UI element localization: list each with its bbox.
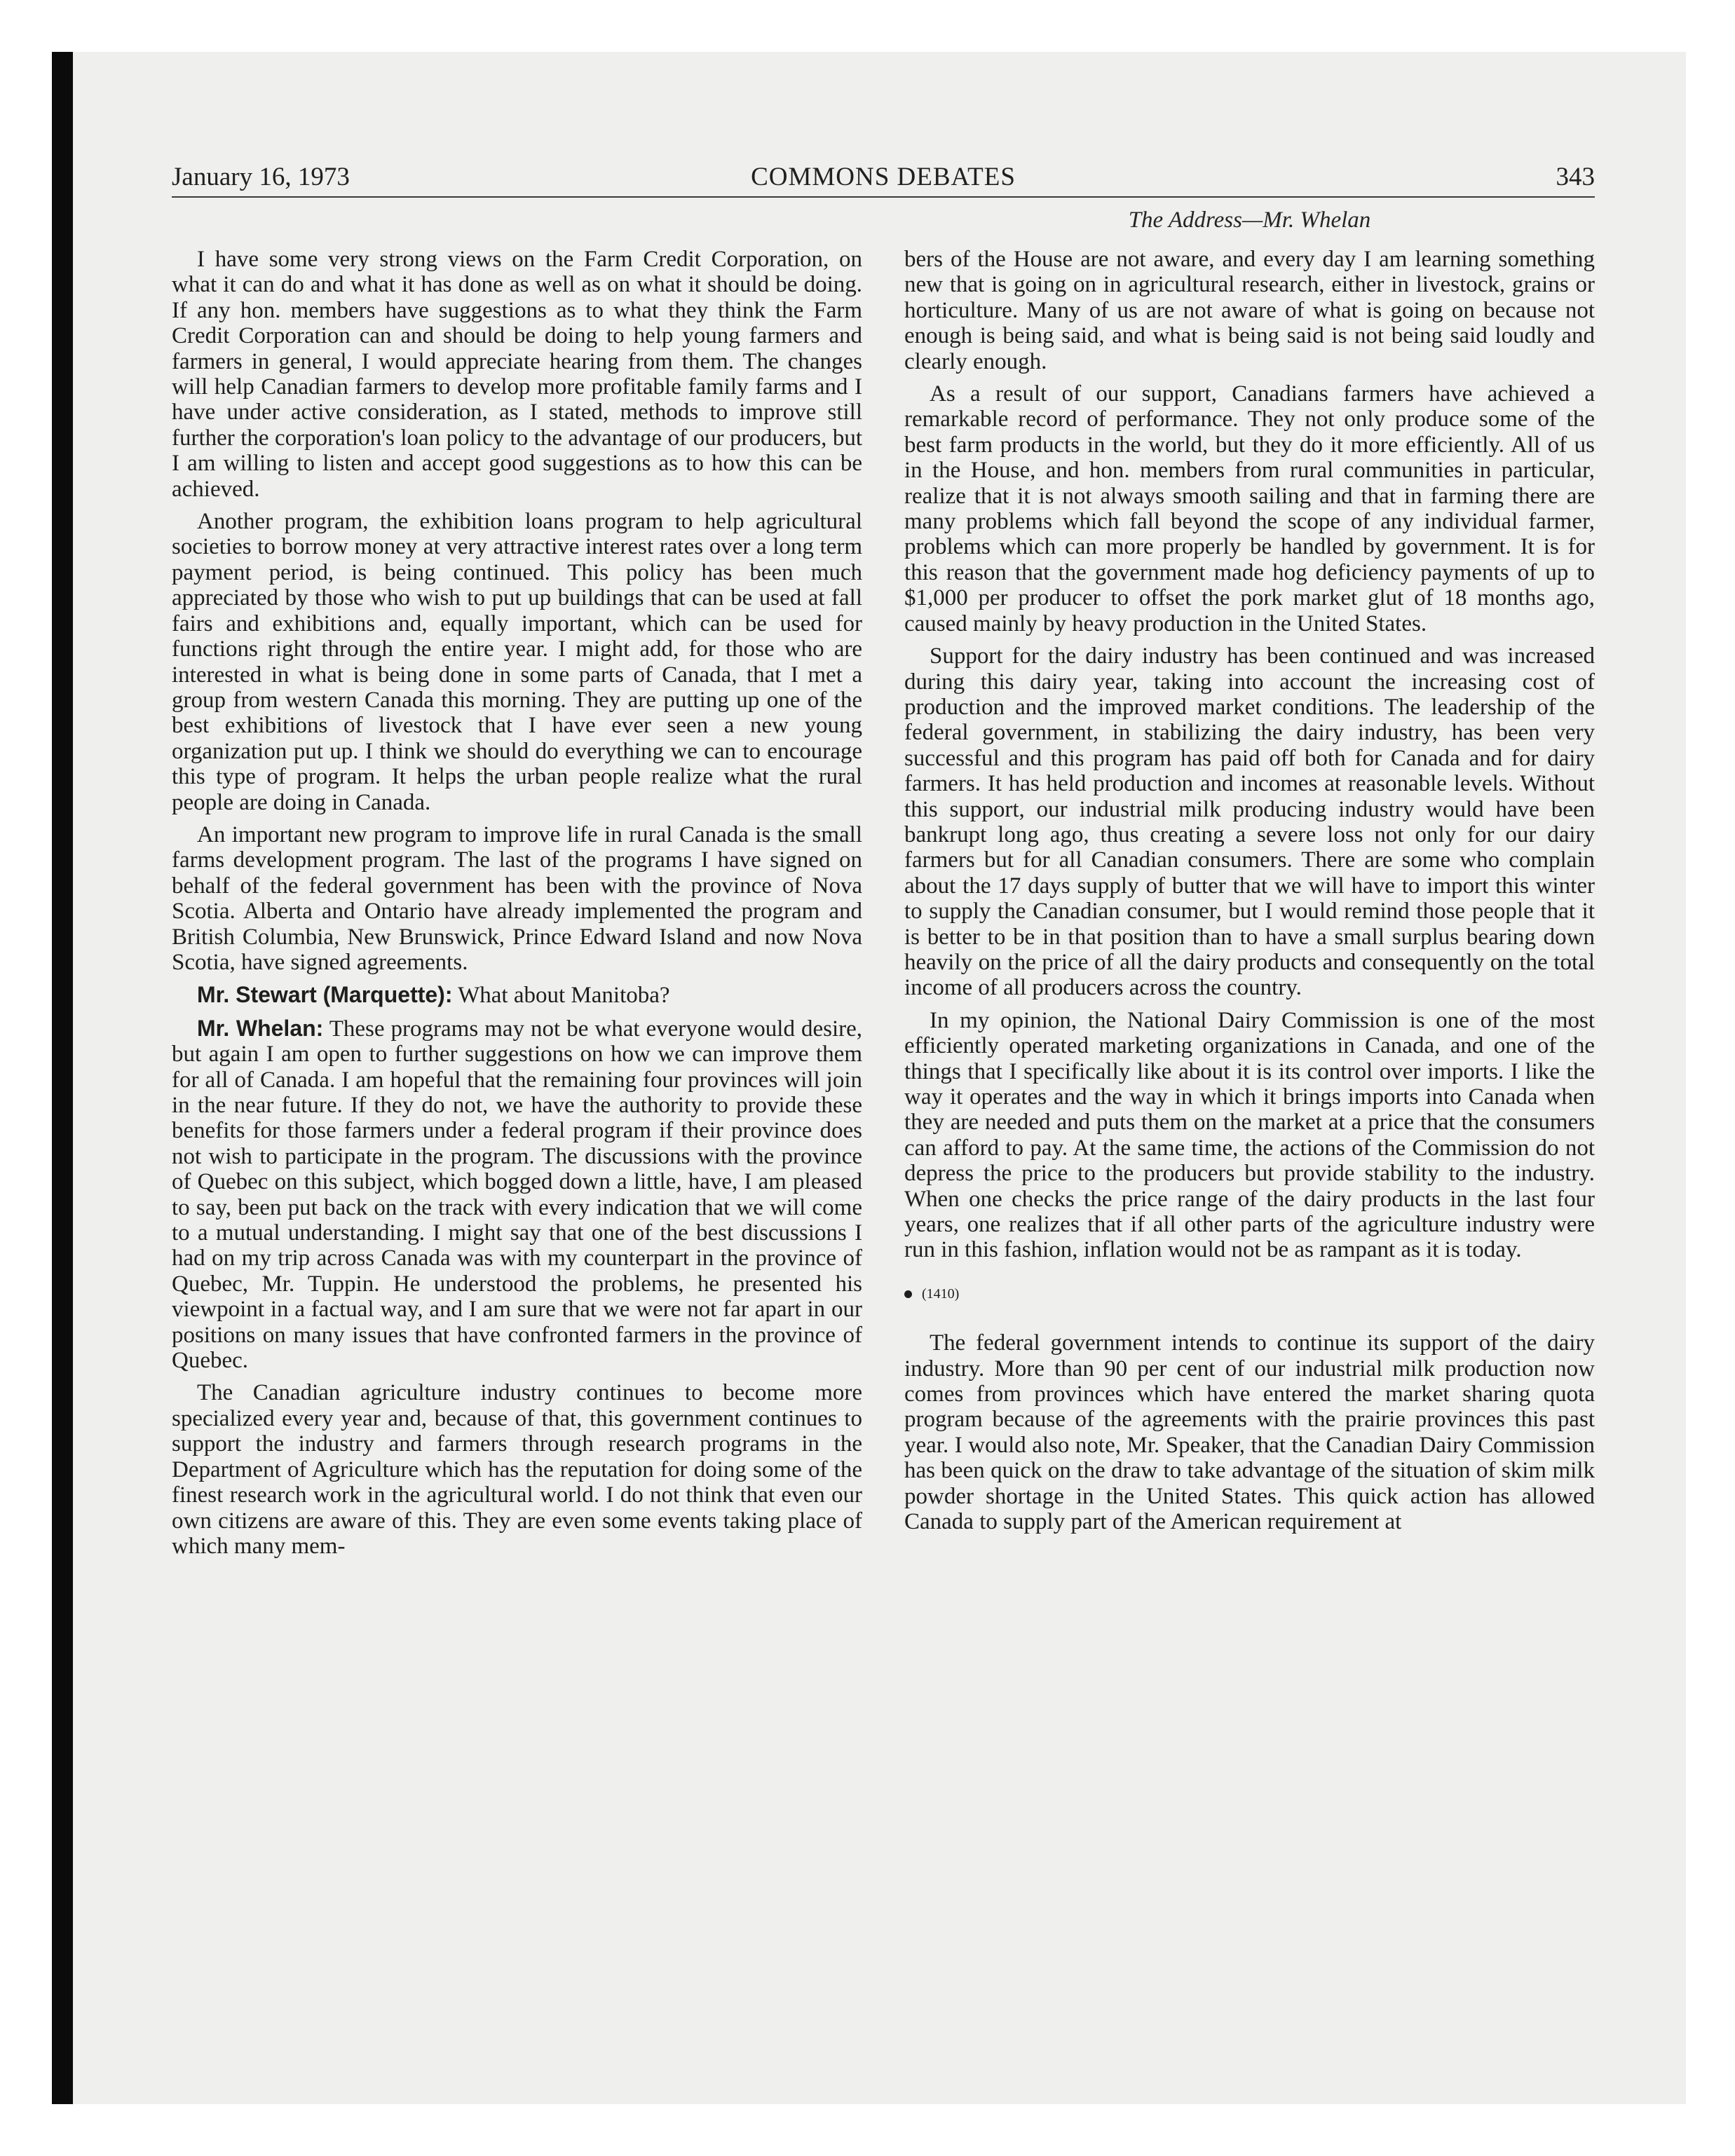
speech-text: These programs may not be what everyone would desire, but again I am open to further suggestions on how we can improve them for all of Canada. I am hopeful that the remaining four provinces will join in the near future. If they do not, we have the authority to provide these benefits for those farmers under a federal program if their province does not wish to participate in the program. The discussions with the province of Quebec on this subject, which bogged down a little, have, I am pleased to say, been put back on the track with every indication that we will come to a mutual understanding. I might say that one of the best discussions I had on my trip across Canada was with my counterpart in the province of Quebec, Mr. Tuppin. He understood the problems, he presented his viewpoint in a factual way, and I am sure that we were not far apart in our positions on many issues that have confronted farmers in the province of Quebec. (172, 1016, 863, 1374)
paragraph: I have some very strong views on the Farm Credit Corporation, on what it can do and what it has done as well as on what it should be doing. If any hon. members have suggestions as to what they think the Farm Credit Corporation can and should be doing to help young farmers and farmers in general, I would appreciate hearing from them. The changes will help Canadian farmers to develop more profitable family farms and I have under active consideration, as I stated, methods to improve still further the corporation's loan policy to the advantage of our producers, but I am willing to listen and accept good suggestions as to how this can be achieved. (172, 247, 862, 502)
header-page-number: 343 (1556, 163, 1595, 191)
right-column (904, 247, 1595, 1542)
interjection (172, 982, 862, 1008)
time-marker (904, 1281, 1595, 1306)
scan-edge (52, 52, 73, 2104)
header-date: January 16, 1973 (172, 163, 350, 191)
speaker-name: Mr. Stewart (Marquette): (197, 982, 453, 1008)
paragraph: The Canadian agriculture industry continues to become more specialized every year and, because of that, this government continues to support the industry and farmers through research programs in the Department of Agriculture which has the reputation for doing some of the finest research work in the agricultural world. I do not think that even our own citizens are aware of this. They are even some events taking place of which many mem- (172, 1380, 862, 1559)
running-head: The Address—Mr. Whelan (1128, 207, 1371, 233)
paragraph: An important new program to improve life in rural Canada is the small farms development program. The last of the programs I have signed on behalf of the federal government has been with the province of Nova Scotia. Alberta and Ontario have already implemented the program and British Columbia, New Brunswick, Prince Edward Island and now Nova Scotia, have signed agreements. (172, 821, 862, 975)
paragraph: Support for the dairy industry has been continued and was increased during this dairy year, taking into account the increasing cost of production and the improved market conditions. The leadership of the federal government, in stabilizing the dairy industry, has been very successful and this program has paid off both for Canada and for dairy farmers. It has held production and incomes at reasonable levels. Without this support, our industrial milk producing industry would have been bankrupt long ago, thus creating a severe loss not only for our dairy farmers but for all Canadian consumers. There are some who complain about the 17 days supply of butter that we will have to import this winter to supply the Canadian consumer, but I would remind those people that it is better to be in that position than to have a small surplus bearing down heavily on the price of all the dairy products and consequently on the total income of all producers across the country. (904, 643, 1595, 1001)
interjection-text: What about Manitoba? (458, 983, 670, 1009)
page-header (172, 157, 1595, 198)
left-column (172, 247, 862, 1566)
paragraph: As a result of our support, Canadians farmers have achieved a remarkable record of performance. They not only produce some of the best farm products in the world, but they do it more efficiently. All of us in the House, and hon. members from rural communities in particular, realize that it is not always smooth sailing and that in farming there are many problems which fall beyond the scope of any individual farmer, problems which can more properly be handled by government. It is for this reason that the government made hog deficiency payments of up to $1,000 per producer to offset the pork market glut of 18 months ago, caused mainly by heavy production in the United States. (904, 381, 1595, 636)
paragraph: In my opinion, the National Dairy Commission is one of the most efficiently operated marketing organizations in Canada, and one of the things that I specifically like about it is its control over imports. I like the way it operates and the way in which it brings imports into Canada when they are needed and puts them on the market at a price that the consumers can afford to pay. At the same time, the actions of the Commission do not depress the price to the producers but provide stability to the industry. When one checks the price range of the dairy products in the last four years, one realizes that if all other parts of the agriculture industry were run in this fashion, inflation would not be as rampant as it is today. (904, 1007, 1595, 1263)
speaker-name: Mr. Whelan: (197, 1015, 324, 1041)
speech-paragraph (172, 1016, 862, 1374)
bullet-icon (904, 1290, 912, 1298)
header-publication: COMMONS DEBATES (751, 163, 1016, 191)
paragraph: Another program, the exhibition loans program to help agricultural societies to borrow money at very attractive interest rates over a long term payment period, is being continued. This policy has been much appreciated by those who wish to put up buildings that can be used at fall fairs and exhibitions and, equally important, which can be used for functions right through the entire year. I might add, for those who are interested in what is being done in some parts of Canada, that I met a group from western Canada this morning. They are putting up one of the best exhibitions of livestock that I have ever seen a new young organization put up. I think we should do everything we can to encourage this type of program. It helps the urban people realize what the rural people are doing in Canada. (172, 509, 862, 815)
time-marker-text: (1410) (922, 1285, 960, 1302)
paragraph: bers of the House are not aware, and every day I am learning something new that is going on in agricultural research, either in livestock, grains or horticulture. Many of us are not aware of what is going on because not enough is being said, and what is being said is not being said loudly and clearly enough. (904, 247, 1595, 374)
paragraph: The federal government intends to continue its support of the dairy industry. More than 90 per cent of our industrial milk production now comes from provinces which have entered the market sharing quota program because of the agreements with the prairie provinces this past year. I would also note, Mr. Speaker, that the Canadian Dairy Commission has been quick on the draw to take advantage of the situation of skim milk powder shortage in the United States. This quick action has allowed Canada to supply part of the American requirement at (904, 1330, 1595, 1535)
